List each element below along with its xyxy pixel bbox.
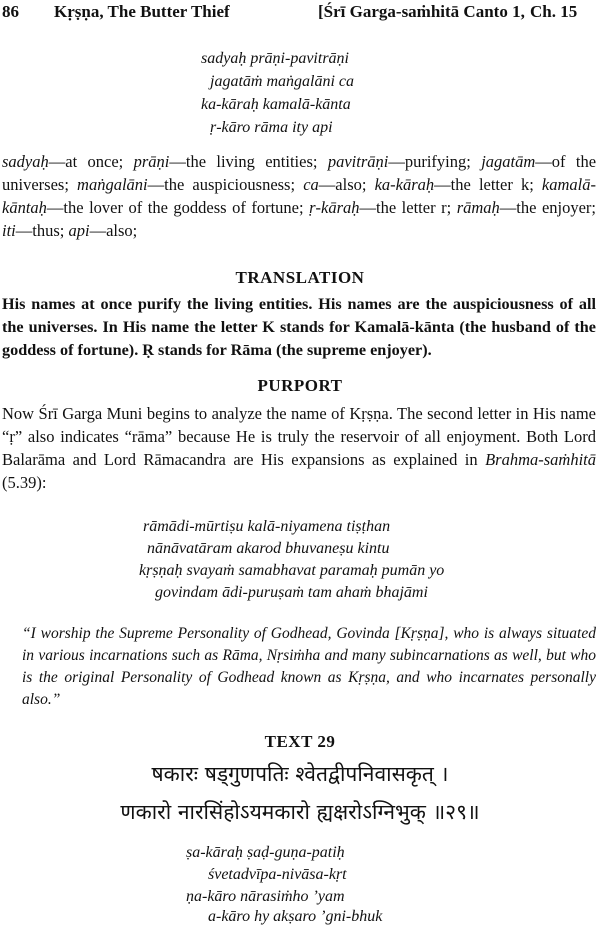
purport-paragraph bbox=[2, 402, 596, 494]
text-29-heading: TEXT 29 bbox=[264, 732, 336, 751]
synonym-word: jagatām bbox=[481, 152, 536, 171]
verse-line: a-kāro hy akṣaro ’gni-bhuk bbox=[208, 908, 383, 925]
verse-line: nānāvatāram akarod bhuvaneṣu kintu bbox=[147, 540, 390, 557]
synonym-word: ca bbox=[303, 175, 319, 194]
verse-line: kṛṣṇaḥ svayaṁ samabhavat paramaḥ pumān yo bbox=[139, 562, 445, 579]
verse-line: govindam ādi-puruṣaṁ tam ahaṁ bhajāmi bbox=[155, 584, 428, 601]
synonym-word: prāṇi bbox=[133, 152, 170, 171]
synonym-meaning: also; bbox=[106, 221, 138, 240]
chapter-number: Ch. 15 bbox=[530, 2, 578, 21]
synonym-meaning: also; bbox=[335, 175, 367, 194]
synonym-meaning: the letter r; bbox=[376, 198, 452, 217]
translation-heading: TRANSLATION bbox=[235, 268, 365, 287]
synonym-meaning: purifying; bbox=[404, 152, 471, 171]
synonym-word: api bbox=[68, 221, 90, 240]
canto-reference: [Śrī Garga-saṁhitā Canto 1, bbox=[318, 2, 525, 21]
synonym-word: kamalā-kāntaḥ bbox=[2, 175, 596, 217]
verse-line: ṇa-kāro nārasiṁho ’yam bbox=[186, 888, 345, 905]
synonym-meaning: of the universes; bbox=[2, 152, 597, 194]
running-header bbox=[0, 2, 600, 24]
synonym-meaning: the auspiciousness; bbox=[164, 175, 296, 194]
devanagari-line: षकारः षड्गुणपतिः श्वेतद्वीपनिवासकृत् । bbox=[151, 762, 449, 786]
synonym-meaning: at once; bbox=[65, 152, 124, 171]
synonym-meaning: the living entities; bbox=[185, 152, 318, 171]
synonym-word: iti bbox=[2, 221, 16, 240]
purport-text-end: (5.39): bbox=[2, 473, 47, 492]
synonym-word: ka-kāraḥ bbox=[374, 175, 435, 194]
book-title: Kṛṣṇa, The Butter Thief bbox=[54, 2, 230, 21]
translation-text: His names at once purify the living entities. His names are the auspiciousness of all the universes. In His name the letter K stands for Kamalā-kānta (the husband of the goddess of fortune). Ṛ stands for Rāma (the supreme enjoyer). bbox=[2, 295, 596, 359]
synonym-meaning: the enjoyer; bbox=[516, 198, 597, 217]
synonym-meaning: the letter k; bbox=[450, 175, 534, 194]
purport-text: Now Śrī Garga Muni begins to analyze the name of Kṛṣṇa. The second letter in His name “ṛ” also indicates “rāma” because He is truly the reservoir of all enjoyment. Both Lord Balarāma and Lord Rāmacandra are His expansions as explained in bbox=[2, 404, 596, 469]
synonyms-paragraph: sadyaḥ—at once; prāṇi—the living entities; pavitrāṇi—purifying; jagatām—of the universes; maṅgalāni—the auspiciousness; ca—also; ka-kāraḥ—the letter k; kamalā-kāntaḥ—the lover of the goddess of fortune; ṛ-kāraḥ—the letter r; rāmaḥ—the enjoyer; iti—thus; api—also; bbox=[2, 152, 597, 240]
verse-line: ka-kāraḥ kamalā-kānta bbox=[201, 96, 351, 113]
verse-translation-quote: “I worship the Supreme Personality of Godhead, Govinda [Kṛṣṇa], who is always situated in various incarnations such as Rāma, Nṛsiṁha and many subincarnations as well, but who is the original Personality of Godhead known as Kṛṣṇa, and who incarnates personally also.” bbox=[22, 625, 596, 708]
verse-line: jagatāṁ maṅgalāni ca bbox=[210, 73, 354, 90]
synonym-word: rāmaḥ bbox=[456, 198, 500, 217]
devanagari-line: णकारो नारसिंहोऽयमकारो ह्यक्षरोऽग्निभुक् ॥२९॥ bbox=[120, 800, 480, 824]
verse-line: śvetadvīpa-nivāsa-kṛt bbox=[208, 866, 347, 883]
page-number: 86 bbox=[2, 2, 19, 21]
synonym-word: pavitrāṇi bbox=[327, 152, 389, 171]
verse-line: ṣa-kāraḥ ṣaḍ-guṇa-patiḥ bbox=[186, 844, 345, 861]
book-reference: Brahma-saṁhitā bbox=[485, 450, 596, 469]
synonym-word: sadyaḥ bbox=[2, 152, 49, 171]
synonym-word: maṅgalāni bbox=[77, 175, 148, 194]
purport-heading: PURPORT bbox=[257, 376, 343, 395]
synonym-meaning: the lover of the goddess of fortune; bbox=[63, 198, 304, 217]
synonym-meaning: thus; bbox=[32, 221, 65, 240]
verse-line: ṛ-kāro rāma ity api bbox=[210, 119, 333, 136]
verse-line: rāmādi-mūrtiṣu kalā-niyamena tiṣṭhan bbox=[143, 518, 391, 535]
synonym-word: ṛ-kāraḥ bbox=[309, 198, 360, 217]
verse-line: sadyaḥ prāṇi-pavitrāṇi bbox=[201, 50, 349, 67]
